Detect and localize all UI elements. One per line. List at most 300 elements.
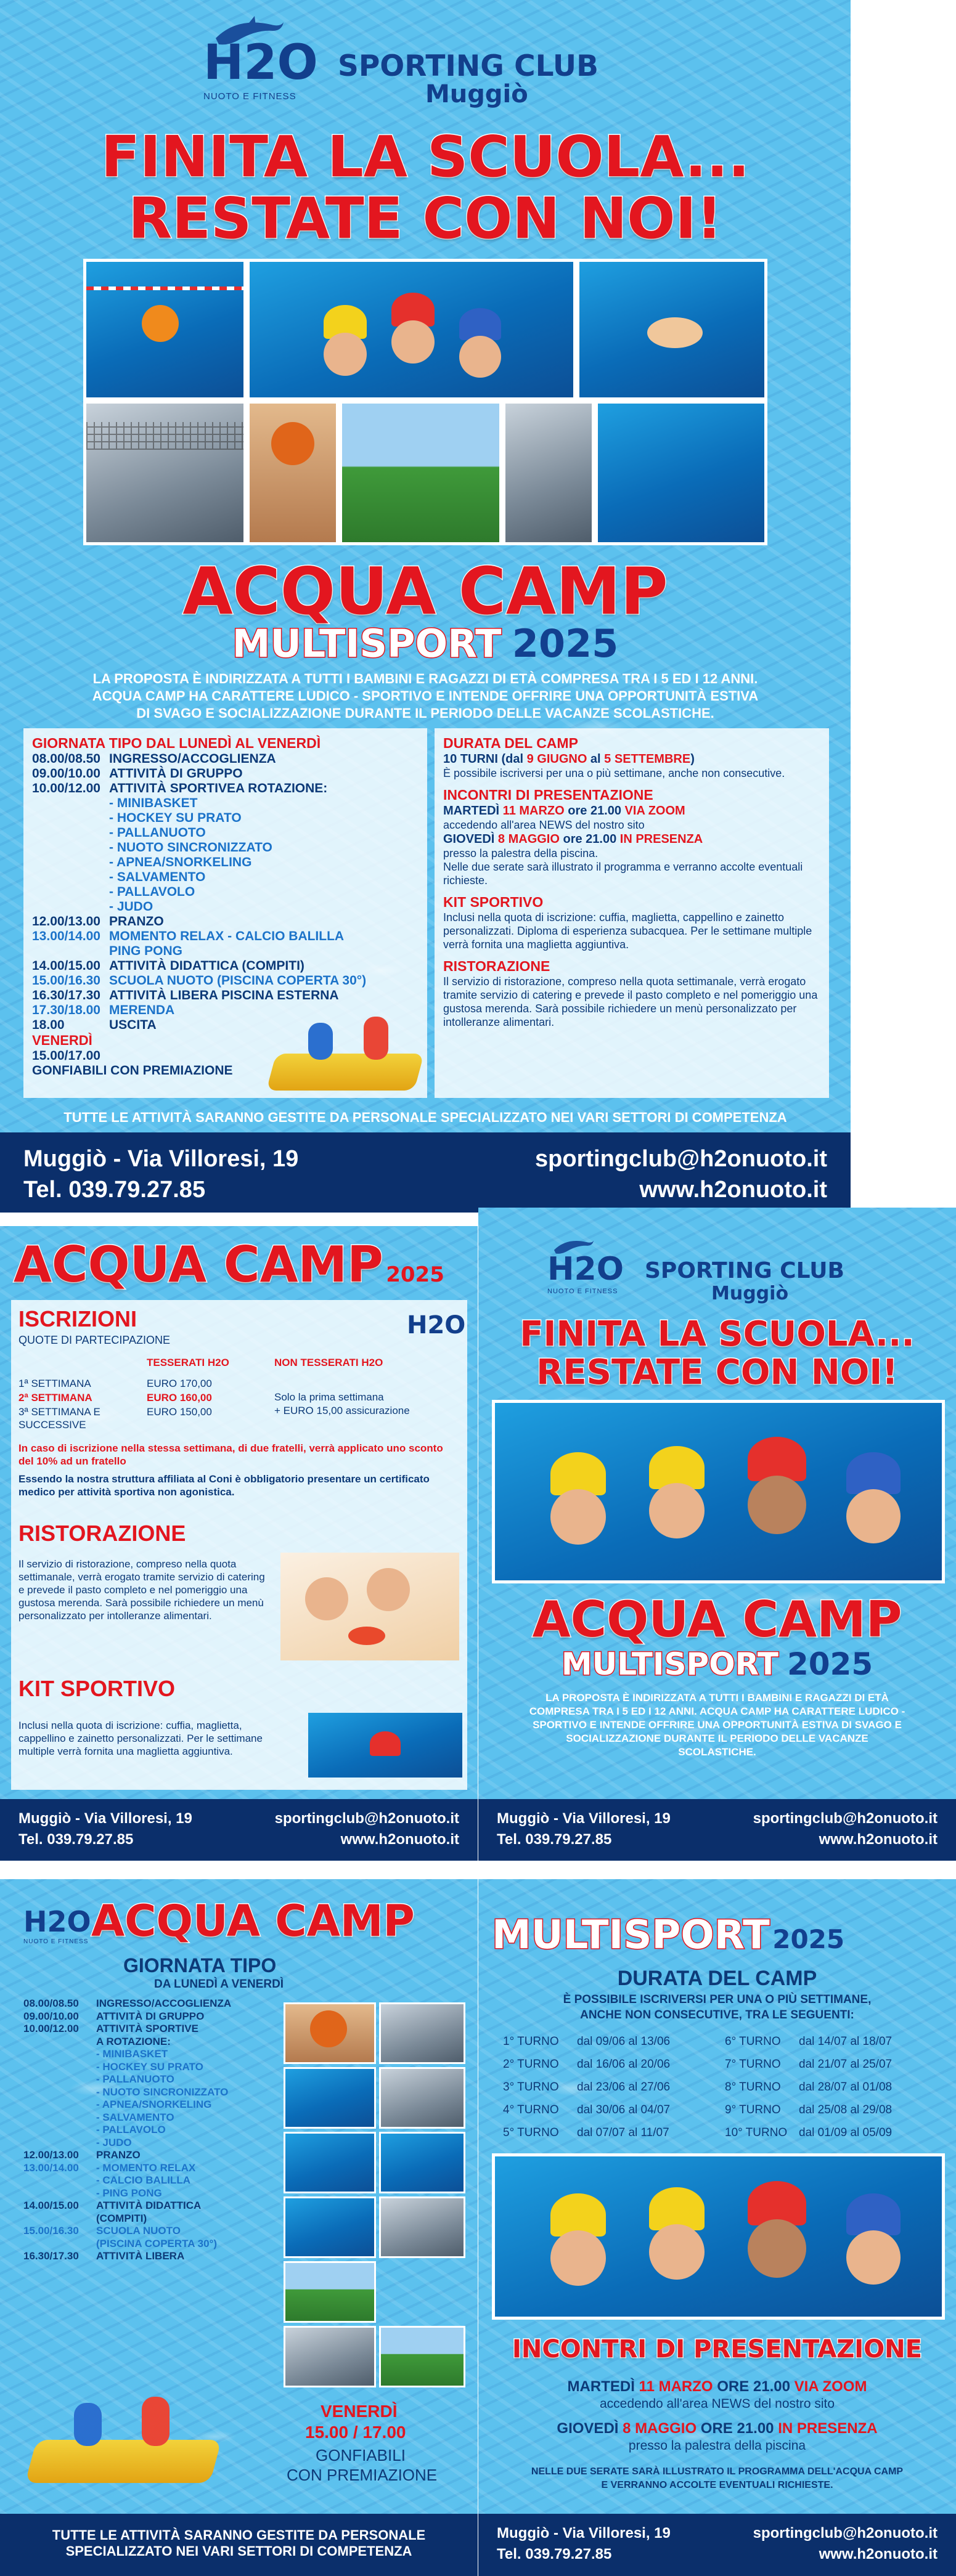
flyer-d-multisport: MULTISPORT — [492, 1912, 770, 1958]
flyer-c-inflatable — [25, 2391, 222, 2489]
flyer-d-m1-mode: VIA ZOOM — [794, 2378, 867, 2395]
flyer-c-photo-climb — [379, 2067, 465, 2129]
flyer-a-address: Muggiò - Via Villoresi, 19 — [18, 1810, 192, 1827]
poster-panel — [0, 0, 851, 1213]
flyer-c-schedule-time: 14.00/15.00 — [23, 2200, 79, 2211]
meeting-1-time: ore 21.00 — [564, 804, 625, 818]
price-value: EURO 150,00 — [147, 1406, 212, 1418]
flyer-c-schedule-activity: - JUDO — [96, 2136, 132, 2148]
photo-kids-eating — [280, 1553, 459, 1660]
flyer-c-schedule-row — [23, 2023, 282, 2036]
meeting-2-date: 8 MAGGIO — [497, 832, 560, 846]
schedule-row — [32, 811, 419, 826]
food-heading: RISTORAZIONE — [443, 958, 550, 974]
flyer-c-photo-playground — [284, 2261, 376, 2323]
flyer-c-schedule-time — [23, 2238, 96, 2251]
schedule-time — [32, 870, 109, 885]
schedule-row — [32, 826, 419, 840]
flyer-c-staff-1: TUTTE LE ATTIVITÀ SARANNO GESTITE DA PERSONALE — [52, 2527, 426, 2543]
turno-dates: dal 01/09 al 05/09 — [799, 2126, 893, 2139]
duration-lead: 10 TURNI (dal — [443, 752, 527, 766]
schedule-time — [32, 826, 109, 840]
staff-note: TUTTE LE ATTIVITÀ SARANNO GESTITE DA PERSONALE SPECIALIZZATO NEI VARI SETTORI DI COMPETENZA — [63, 1110, 787, 1125]
schedule-row — [32, 766, 419, 781]
flyer-c-schedule-row — [23, 2187, 282, 2200]
flyer-a-kit-text: Inclusi nella quota di iscrizione: cuffia, maglietta, cappellino e zainetto personalizzati. Per le settimane multiple verrà fornita una maglietta aggiuntiva. — [18, 1720, 263, 1757]
turno-dates: dal 25/08 al 29/08 — [799, 2103, 893, 2116]
turno-row — [503, 2053, 713, 2076]
logo-text: H2O — [203, 35, 318, 91]
flyer-c-schedule-row — [23, 2036, 282, 2049]
flyer-c-schedule-time — [23, 2073, 96, 2086]
turno-row — [725, 2053, 947, 2076]
non-members-note-2: + EURO 15,00 assicurazione — [274, 1405, 410, 1416]
flyer-b-multisport-line — [478, 1646, 956, 1682]
turno-number: 5° TURNO — [503, 2126, 559, 2139]
friday-activity: GONFIABILI CON PREMIAZIONE — [32, 1063, 233, 1078]
price-week: 3ª SETTIMANA E SUCCESSIVE — [18, 1406, 100, 1431]
flyer-b-year: 2025 — [786, 1646, 873, 1682]
flyer-b-footer — [478, 1799, 956, 1861]
flyer-c-schedule-row — [23, 2137, 282, 2150]
club-name: SPORTING CLUB — [338, 49, 599, 83]
flyer-c-logo — [23, 1905, 91, 1938]
flyer-c-schedule-activity: ATTIVITÀ LIBERA — [96, 2250, 185, 2262]
flyer-c-schedule-row — [23, 2212, 282, 2225]
turni-left — [503, 2030, 713, 2144]
flyer-c-schedule-time — [23, 2048, 96, 2061]
schedule-activity: - MINIBASKET — [109, 796, 198, 810]
turno-dates: dal 14/07 al 18/07 — [799, 2035, 893, 2048]
turno-row — [503, 2099, 713, 2121]
camp-title: ACQUA CAMP — [182, 554, 668, 629]
flyer-c-schedule-time — [23, 2086, 96, 2099]
flyer-c-schedule-time: 15.00/16.30 — [23, 2225, 79, 2237]
intro-text — [0, 670, 851, 722]
flyer-c-schedule-row — [23, 2225, 282, 2238]
schedule-activity: - PALLANUOTO — [109, 826, 206, 840]
turno-dates: dal 28/07 al 01/08 — [799, 2081, 893, 2094]
price-row — [18, 1405, 265, 1431]
h2o-logo — [203, 35, 318, 91]
flyer-c-schedule-time — [23, 2137, 96, 2150]
flyer-d-duration-heading: DURATA DEL CAMP — [617, 1967, 817, 1990]
schedule-row — [32, 840, 419, 855]
schedule-row — [32, 796, 419, 811]
flyer-c-schedule-row — [23, 2086, 282, 2099]
meeting-1-mode: VIA ZOOM — [624, 804, 685, 818]
flyer-d-footer — [478, 2514, 956, 2576]
schedule-activity: MOMENTO RELAX - CALCIO BALILLA — [109, 929, 345, 943]
photo-playground — [339, 400, 502, 545]
schedule-time: 18.00 — [32, 1018, 65, 1032]
turno-dates: dal 30/06 al 04/07 — [577, 2103, 671, 2116]
flyer-c-schedule-time: 13.00/14.00 — [23, 2161, 79, 2174]
meeting-2-day: GIOVEDÌ — [443, 832, 498, 846]
turni-right — [725, 2030, 947, 2144]
schedule-activity: PRANZO — [109, 914, 164, 928]
flyer-b-address: Muggiò - Via Villoresi, 19 — [497, 1810, 671, 1827]
flyer-c-schedule-row — [23, 1997, 282, 2010]
flyer-d-title — [492, 1913, 844, 1957]
intro-line: ACQUA CAMP HA CARATTERE LUDICO - SPORTIVO E INTENDE OFFRIRE UNA OPPORTUNITÀ ESTIVA — [92, 688, 759, 704]
year-label: 2025 — [512, 621, 619, 666]
flyer-d-duration-sub-1: È POSSIBILE ISCRIVERSI PER UNA O PIÙ SETTIMANE, — [563, 1993, 872, 2006]
flyer-b-multisport: MULTISPORT — [561, 1646, 779, 1682]
flyer-c-schedule-time — [23, 2212, 96, 2225]
flyer-a-web[interactable]: www.h2onuoto.it — [340, 1831, 459, 1848]
photo-climbing — [502, 400, 595, 545]
turno-row — [725, 2030, 947, 2053]
photo-snorkeling — [576, 259, 767, 400]
turno-number: 9° TURNO — [725, 2103, 781, 2116]
flyer-b-logo-tag: NUOTO E FITNESS — [547, 1288, 618, 1295]
price-row — [18, 1377, 265, 1390]
schedule-activity: - SALVAMENTO — [109, 870, 206, 884]
non-members-note-1: Solo la prima settimana — [274, 1391, 384, 1403]
meetings-note: Nelle due serate sarà illustrato il programma e verranno accolte eventuali richieste. — [443, 861, 803, 887]
meeting-1 — [443, 803, 820, 818]
flyer-d-m2-time: ORE 21.00 — [697, 2420, 778, 2437]
meeting-1-note: accedendo all'area NEWS del nostro sito — [443, 819, 645, 831]
flyer-c-schedule-row — [23, 2200, 282, 2212]
flyer-a-footer — [0, 1799, 478, 1861]
flyer-c-day-sub: DA LUNEDÌ A VENERDÌ — [154, 1978, 284, 1991]
schedule-row — [32, 900, 419, 914]
duration-mid: al — [587, 752, 605, 766]
flyer-b-web[interactable]: www.h2onuoto.it — [819, 1831, 938, 1848]
flyer-c-photo-foosball — [284, 2326, 376, 2387]
turno-dates: dal 07/07 al 11/07 — [577, 2126, 669, 2139]
schedule-activity: MERENDA — [109, 1003, 175, 1017]
turno-number: 4° TURNO — [503, 2103, 559, 2116]
turno-number: 2° TURNO — [503, 2058, 559, 2071]
turno-number: 3° TURNO — [503, 2081, 559, 2094]
turno-dates: dal 23/06 al 27/06 — [577, 2081, 671, 2094]
schedule-time: 15.00/16.30 — [32, 973, 100, 988]
turno-number: 7° TURNO — [725, 2058, 781, 2071]
flyer-b-logo — [547, 1251, 624, 1288]
flyer-c-photo-basket — [284, 2002, 376, 2064]
kit-text: Inclusi nella quota di iscrizione: cuffia, maglietta, cappellino e zainetto personalizzati. Diploma di esperienza subacquea. Per le settimane multiple verrà fornita una maglietta aggiuntiva. — [443, 911, 812, 951]
schedule-time: 12.00/13.00 — [32, 914, 100, 928]
kit-heading: KIT SPORTIVO — [443, 894, 544, 910]
flyer-c-schedule-row — [23, 2124, 282, 2137]
flyer-b-headline-1: FINITA LA SCUOLA... — [520, 1314, 915, 1354]
flyer-c-photo-waterpolo — [284, 2067, 376, 2129]
schedule-time — [32, 796, 109, 811]
schedule-row — [32, 752, 419, 766]
flyer-c-schedule-time — [23, 2036, 96, 2049]
photo-volleyball — [83, 400, 247, 545]
medical-note: Essendo la nostra struttura affiliata al Coni è obbligatorio presentare un certificato medico per attività sportiva non agonistica. — [18, 1473, 430, 1498]
logo-tagline: NUOTO E FITNESS — [203, 91, 296, 102]
flyer-c-schedule-activity: ATTIVITÀ DIDATTICA — [96, 2200, 202, 2211]
flyer-c-schedule-activity: PRANZO — [96, 2149, 141, 2161]
multisport-label: MULTISPORT — [232, 621, 502, 666]
flyer-d-phone: Tel. 039.79.27.85 — [497, 2546, 612, 2562]
schedule-time — [32, 840, 109, 855]
turno-number: 6° TURNO — [725, 2035, 781, 2048]
schedule-row — [32, 870, 419, 885]
schedule-time — [32, 900, 109, 914]
flyer-c-friday-2: CON PREMIAZIONE — [287, 2466, 438, 2484]
iscrizioni-heading: ISCRIZIONI — [18, 1306, 137, 1331]
duration-end: ) — [690, 752, 695, 766]
flyer-c-schedule-activity: ATTIVITÀ DI GRUPPO — [96, 2010, 205, 2022]
schedule-time: 16.30/17.30 — [32, 988, 100, 1002]
price-value: EURO 160,00 — [147, 1392, 212, 1404]
headline-2: RESTATE CON NOI! — [128, 185, 722, 251]
meeting-2-time: ore 21.00 — [559, 832, 620, 846]
inflatable-illustration — [271, 1010, 425, 1097]
flyer-c-photo-volley — [379, 2002, 465, 2064]
schedule-time: 09.00/10.00 — [32, 766, 100, 781]
iscrizioni-sub: QUOTE DI PARTECIPAZIONE — [18, 1334, 171, 1346]
flyer-d-m1-day: MARTEDÌ — [567, 2378, 639, 2395]
duration-text — [443, 752, 820, 766]
schedule-activity: ATTIVITÀ SPORTIVEA ROTAZIONE: — [109, 781, 328, 795]
schedule-activity: ATTIVITÀ LIBERA PISCINA ESTERNA — [109, 988, 339, 1002]
flyer-a-logo — [407, 1311, 465, 1339]
food-text: Il servizio di ristorazione, compreso nella quota settimanale, verrà erogato tramite servizio di catering e prevede il pasto completo e nel pomeriggio una gustosa merenda. Sarà possibile richiedere un menù personalizzato per intolleranze alimentari. — [443, 975, 818, 1028]
flyer-d-final-2: E VERRANNO ACCOLTE EVENTUALI RICHIESTE. — [601, 2480, 833, 2490]
flyer-c-schedule-activity: - SALVAMENTO — [96, 2111, 174, 2123]
multisport-line — [0, 622, 851, 666]
turno-number: 8° TURNO — [725, 2081, 781, 2094]
flyer-c-staff-2: SPECIALIZZATO NEI VARI SETTORI DI COMPETENZA — [65, 2543, 412, 2559]
flyer-c-schedule-activity: (COMPITI) — [96, 2212, 147, 2224]
footer-phone: Tel. 039.79.27.85 — [23, 1177, 206, 1203]
flyer-d-m1-note: accedendo all'area NEWS del nostro sito — [599, 2397, 835, 2411]
price-row — [18, 1391, 265, 1404]
photo-kids-swimming — [247, 259, 576, 400]
meeting-2-note: presso la palestra della piscina. — [443, 847, 599, 859]
schedule-activity: SCUOLA NUOTO (PISCINA COPERTA 30°) — [109, 973, 367, 988]
flyer-c-schedule-time — [23, 2124, 96, 2137]
flyer-d-panel — [478, 1879, 956, 2576]
flyer-c-schedule-activity: - PALLANUOTO — [96, 2073, 174, 2085]
flyer-d-m2-date: 8 MAGGIO — [623, 2420, 697, 2437]
price-value: EURO 170,00 — [147, 1378, 212, 1389]
flyer-c-logo-tag: NUOTO E FITNESS — [23, 1938, 89, 1945]
meeting-2-mode: IN PRESENZA — [619, 832, 703, 846]
schedule-row — [32, 929, 419, 944]
schedule-activity: - HOCKEY SU PRATO — [109, 811, 242, 825]
schedule-row — [32, 944, 419, 959]
flyer-c-schedule-time: 12.00/13.00 — [23, 2149, 79, 2161]
flyer-c-photo-park — [379, 2326, 465, 2387]
discount-note: In caso di iscrizione nella stessa settimana, di due fratelli, verrà applicato uno sconto del 10% ad un fratello — [18, 1442, 443, 1467]
schedule-activity: ATTIVITÀ DI GRUPPO — [109, 766, 243, 781]
flyer-c-schedule-row — [23, 2250, 282, 2263]
flyer-c-schedule-activity: SCUOLA NUOTO — [96, 2225, 181, 2237]
photo-waterpolo — [83, 259, 247, 400]
price-table — [18, 1377, 265, 1432]
photo-swimmer — [308, 1713, 462, 1778]
flyer-c-schedule-time — [23, 2111, 96, 2124]
flyer-c-schedule-time: 09.00/10.00 — [23, 2010, 79, 2022]
price-week: 1ª SETTIMANA — [18, 1378, 91, 1389]
flyer-d-email[interactable]: sportingclub@h2onuoto.it — [753, 2525, 938, 2541]
flyer-c-day-heading: GIORNATA TIPO — [123, 1954, 277, 1977]
flyer-b-email[interactable]: sportingclub@h2onuoto.it — [753, 1810, 938, 1827]
schedule-time: 13.00/14.00 — [32, 929, 100, 943]
flyer-c-schedule-row — [23, 2238, 282, 2251]
flyer-b-intro: LA PROPOSTA È INDIRIZZATA A TUTTI I BAMBINI E RAGAZZI DI ETÀ COMPRESA TRA I 5 ED I 12 ANNI. ACQUA CAMP HA CARATTERE LUDICO - SPORTIVO E INTENDE OFFRIRE UNA OPPORTUNITÀ ESTIVA DI SVAGO E SOCIALIZZAZIONE DURANTE IL PERIODO DELLE VACANZE SCOLASTICHE. — [529, 1692, 905, 1758]
flyer-c-photo-judo — [379, 2196, 465, 2258]
flyer-c-schedule-time — [23, 2187, 96, 2200]
flyer-c-schedule-row — [23, 2111, 282, 2124]
footer-address: Muggiò - Via Villoresi, 19 — [23, 1146, 299, 1172]
flyer-c-schedule-activity: - MOMENTO RELAX — [96, 2161, 196, 2174]
flyer-c-schedule-row — [23, 2174, 282, 2187]
flyer-c-schedule-activity: - MINIBASKET — [96, 2048, 168, 2060]
price-week: 2ª SETTIMANA — [18, 1392, 92, 1404]
members-col: TESSERATI H2O — [147, 1357, 229, 1368]
schedule-activity: USCITA — [109, 1018, 157, 1032]
schedule-activity: - NUOTO SINCRONIZZATO — [109, 840, 272, 855]
flyer-c-schedule-activity: - NUOTO SINCRONIZZATO — [96, 2086, 229, 2098]
flyer-d-m2-note: presso la palestra della piscina — [628, 2439, 806, 2453]
flyer-b-logo-text: H2O — [547, 1251, 624, 1288]
duration-heading: DURATA DEL CAMP — [443, 735, 578, 751]
turno-dates: dal 21/07 al 25/07 — [799, 2058, 893, 2071]
turno-dates: dal 09/06 al 13/06 — [577, 2035, 671, 2048]
flyer-c-schedule-activity: - APNEA/SNORKELING — [96, 2099, 212, 2110]
schedule-list — [32, 752, 419, 1033]
flyer-d-m2-day: GIOVEDÌ — [557, 2420, 623, 2437]
flyer-b-town: Muggiò — [711, 1283, 789, 1304]
flyer-c-schedule-activity: - PALLAVOLO — [96, 2124, 166, 2135]
flyer-a-kit-heading: KIT SPORTIVO — [18, 1676, 176, 1701]
turno-row — [725, 2121, 947, 2144]
flyer-c-schedule-row — [23, 2099, 282, 2111]
headline-1: FINITA LA SCUOLA... — [100, 124, 750, 190]
flyer-c-schedule-row — [23, 2149, 282, 2162]
meeting-2 — [443, 832, 820, 847]
flyer-c-photo-synchro — [379, 2132, 465, 2193]
flyer-c-schedule-activity: (PISCINA COPERTA 30°) — [96, 2237, 218, 2249]
footer-email[interactable]: sportingclub@h2onuoto.it — [535, 1146, 827, 1172]
flyer-d-m1-time: ORE 21.00 — [713, 2378, 795, 2395]
schedule-activity: - PALLAVOLO — [109, 885, 195, 899]
turno-number: 1° TURNO — [503, 2035, 559, 2048]
flyer-a-year: 2025 — [386, 1262, 444, 1287]
flyer-c-schedule-activity: - HOCKEY SU PRATO — [96, 2060, 203, 2073]
flyer-a-email[interactable]: sportingclub@h2onuoto.it — [274, 1810, 459, 1827]
flyer-d-m1-date: 11 MARZO — [639, 2378, 713, 2395]
flyer-b-photo — [492, 1400, 945, 1583]
duration-note: È possibile iscriversi per una o più settimane, anche non consecutive. — [443, 767, 785, 779]
flyer-b-camp-title: ACQUA CAMP — [532, 1591, 902, 1648]
friday-label: VENERDÌ — [32, 1033, 92, 1048]
flyer-c-schedule-activity: - CALCIO BALILLA — [96, 2174, 190, 2186]
schedule-row — [32, 959, 419, 973]
poster-footer — [0, 1132, 851, 1213]
schedule-activity: ATTIVITÀ DIDATTICA (COMPITI) — [109, 959, 304, 973]
flyer-b-club: SPORTING CLUB — [645, 1258, 844, 1283]
flyer-c-schedule-row — [23, 2048, 282, 2061]
footer-web[interactable]: www.h2onuoto.it — [639, 1177, 827, 1203]
schedule-time — [32, 944, 109, 959]
flyer-c-schedule-activity: ATTIVITÀ SPORTIVE — [96, 2023, 198, 2034]
flyer-b-phone: Tel. 039.79.27.85 — [497, 1831, 612, 1848]
flyer-c-schedule-row — [23, 2010, 282, 2023]
friday-time: 15.00/17.00 — [32, 1049, 100, 1063]
duration-from: 9 GIUGNO — [526, 752, 587, 766]
schedule-time: 14.00/15.00 — [32, 959, 100, 973]
info-box — [435, 728, 829, 1098]
flyer-d-web[interactable]: www.h2onuoto.it — [819, 2546, 938, 2562]
flyer-d-final-1: NELLE DUE SERATE SARÀ ILLUSTRATO IL PROGRAMMA DELL'ACQUA CAMP — [531, 2466, 904, 2477]
schedule-row — [32, 988, 419, 1003]
flyer-c-schedule-time: 16.30/17.30 — [23, 2250, 79, 2262]
flyer-a-camp-title: ACQUA CAMP — [14, 1236, 383, 1293]
flyer-d-photo — [492, 2153, 945, 2320]
flyer-c-friday-label: VENERDÌ — [321, 2402, 398, 2421]
flyer-c-friday-time: 15.00 / 17.00 — [305, 2423, 406, 2442]
flyer-d-meeting-2 — [478, 2420, 956, 2437]
schedule-activity: - JUDO — [109, 900, 153, 914]
schedule-time: 10.00/12.00 — [32, 781, 100, 795]
flyer-d-duration-sub-2: ANCHE NON CONSECUTIVE, TRA LE SEGUENTI: — [580, 2009, 854, 2021]
flyer-c-title: ACQUA CAMP — [91, 1896, 415, 1946]
turno-row — [503, 2121, 713, 2144]
flyer-c-schedule-activity: INGRESSO/ACCOGLIENZA — [96, 1997, 232, 2009]
flyer-c-schedule — [23, 1997, 282, 2263]
flyer-b-panel — [478, 1208, 956, 1861]
meeting-1-date: 11 MARZO — [502, 804, 565, 818]
flyer-c-schedule-time — [23, 2061, 96, 2074]
flyer-c-photo-snorkel — [284, 2132, 376, 2193]
non-members-col: NON TESSERATI H2O — [274, 1357, 383, 1368]
schedule-heading: GIORNATA TIPO DAL LUNEDÌ AL VENERDÌ — [32, 735, 321, 751]
schedule-row — [32, 855, 419, 870]
flyer-c-panel — [0, 1879, 478, 2576]
schedule-row — [32, 973, 419, 988]
schedule-time: 17.30/18.00 — [32, 1003, 100, 1017]
flyer-c-schedule-time — [23, 2174, 96, 2187]
duration-to: 5 SETTEMBRE — [604, 752, 691, 766]
flyer-a-food-text: Il servizio di ristorazione, compreso nella quota settimanale, verrà erogato tramite servizio di catering e prevede il pasto completo e nel pomeriggio una gustosa merenda. Sarà possibile richiedere un menù personalizzato per intolleranze alimentari. — [18, 1558, 265, 1622]
flyer-c-schedule-time: 10.00/12.00 — [23, 2023, 79, 2034]
turno-row — [725, 2099, 947, 2121]
flyer-d-year: 2025 — [772, 1924, 845, 1954]
flyer-d-address: Muggiò - Via Villoresi, 19 — [497, 2525, 671, 2541]
photo-collage — [83, 259, 767, 545]
schedule-activity: PING PONG — [109, 944, 183, 958]
flyer-d-m2-mode: IN PRESENZA — [778, 2420, 878, 2437]
turno-number: 10° TURNO — [725, 2126, 788, 2139]
schedule-activity: INGRESSO/ACCOGLIENZA — [109, 752, 276, 766]
flyer-c-photo-rescue — [284, 2196, 376, 2258]
schedule-time: 08.00/08.50 — [32, 752, 100, 766]
flyer-c-footer — [0, 2514, 478, 2576]
flyer-c-schedule-activity: A ROTAZIONE: — [96, 2035, 171, 2047]
turno-dates: dal 16/06 al 20/06 — [577, 2058, 671, 2071]
flyer-d-meetings-heading: INCONTRI DI PRESENTAZIONE — [512, 2335, 922, 2363]
intro-line: LA PROPOSTA È INDIRIZZATA A TUTTI I BAMBINI E RAGAZZI DI ETÀ COMPRESA TRA I 5 ED I 12 ANNI. — [92, 671, 758, 686]
turno-row — [725, 2076, 947, 2099]
schedule-row — [32, 885, 419, 900]
schedule-time — [32, 885, 109, 900]
flyer-c-schedule-activity: - PING PONG — [96, 2187, 162, 2199]
turno-row — [503, 2030, 713, 2053]
intro-line: DI SVAGO E SOCIALIZZAZIONE DURANTE IL PERIODO DELLE VACANZE SCOLASTICHE. — [136, 705, 714, 721]
schedule-time — [32, 811, 109, 826]
flyer-c-schedule-time: 08.00/08.50 — [23, 1997, 79, 2009]
